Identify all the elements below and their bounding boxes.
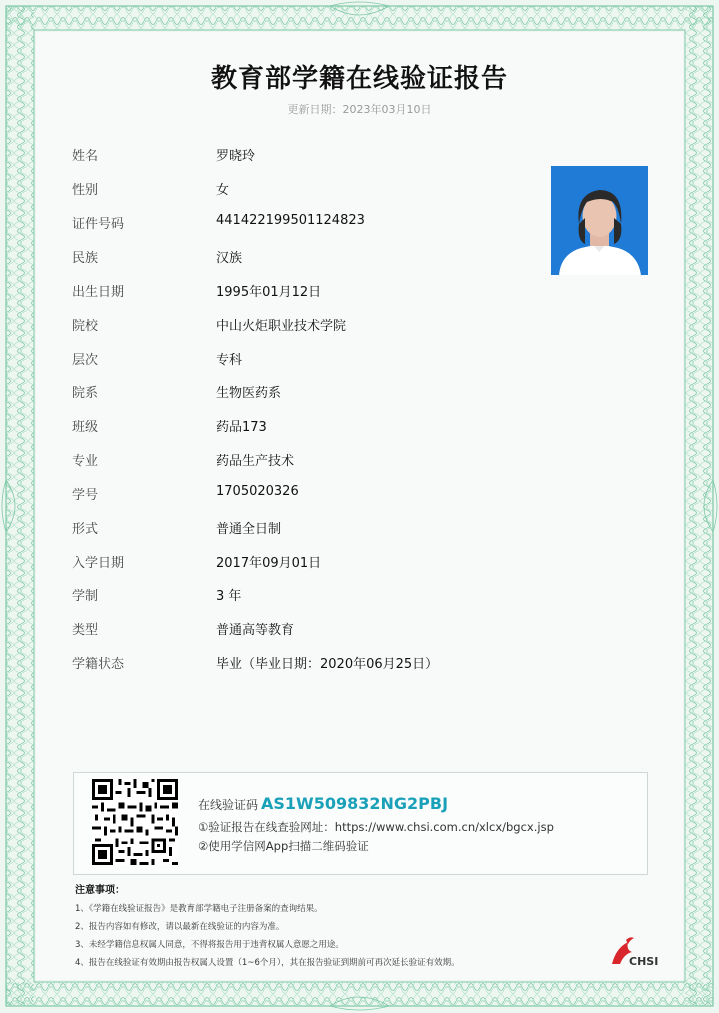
note-item: 1、《学籍在线验证报告》是教育部学籍电子注册备案的查询结果。 (75, 904, 323, 914)
field-value: 毕业（毕业日期：2020年06月25日） (216, 657, 439, 672)
verification-code: AS1W509832NG2PBJ (261, 794, 449, 813)
field-label: 入学日期 (72, 556, 125, 571)
verification-code-label: 在线验证码 (198, 798, 259, 812)
verification-app-line: ②使用学信网App扫描二维码验证 (198, 839, 369, 853)
field-value: 1705020326 (216, 484, 299, 499)
verification-url-line[interactable]: ①验证报告在线查验网址：https://www.chsi.com.cn/xlcx/bgcx.jsp (198, 820, 554, 834)
field-value: 药品生产技术 (216, 454, 295, 469)
field-label: 民族 (72, 251, 99, 266)
field-value: 专科 (216, 353, 243, 368)
field-label: 出生日期 (72, 285, 125, 300)
note-item: 4、报告在线验证有效期由报告权属人设置（1~6个月），其在报告验证到期前可再次延长验证有效期。 (75, 958, 460, 968)
field-value: 3 年 (216, 589, 242, 604)
field-value: 药品173 (216, 420, 267, 435)
student-photo (551, 166, 648, 275)
field-value: 1995年01月12日 (216, 285, 322, 300)
field-label: 院系 (72, 386, 99, 401)
report-title: 教育部学籍在线验证报告 (210, 64, 508, 94)
field-label: 性别 (72, 183, 99, 198)
update-date: 更新日期：2023年03月10日 (287, 103, 432, 116)
field-label: 形式 (72, 522, 99, 537)
field-value: 女 (216, 183, 230, 198)
field-label: 层次 (72, 353, 99, 368)
notes-title: 注意事项： (75, 885, 125, 896)
field-label: 班级 (72, 420, 99, 435)
note-item: 2、报告内容如有修改，请以最新在线验证的内容为准。 (75, 922, 285, 932)
field-value: 普通全日制 (216, 522, 282, 537)
field-value: 2017年09月01日 (216, 556, 322, 571)
field-value: 441422199501124823 (216, 213, 365, 228)
verification-code-line (198, 794, 448, 813)
field-label: 姓名 (72, 149, 99, 164)
note-item: 3、未经学籍信息权属人同意，不得将报告用于违背权属人意愿之用途。 (75, 940, 344, 950)
field-label: 学号 (72, 488, 99, 503)
chsi-logo-text: CHSI (629, 955, 659, 968)
field-label: 专业 (72, 454, 99, 469)
field-value: 罗晓玲 (216, 149, 256, 164)
field-label: 证件号码 (72, 217, 125, 232)
field-value: 普通高等教育 (216, 623, 295, 638)
field-value: 汉族 (216, 251, 243, 266)
field-label: 类型 (72, 623, 99, 638)
field-label: 院校 (72, 319, 99, 334)
field-value: 中山火炬职业技术学院 (216, 319, 347, 334)
field-label: 学籍状态 (72, 657, 125, 672)
qr-code[interactable] (92, 779, 178, 865)
field-label: 学制 (72, 589, 99, 604)
field-value: 生物医药系 (216, 386, 282, 401)
